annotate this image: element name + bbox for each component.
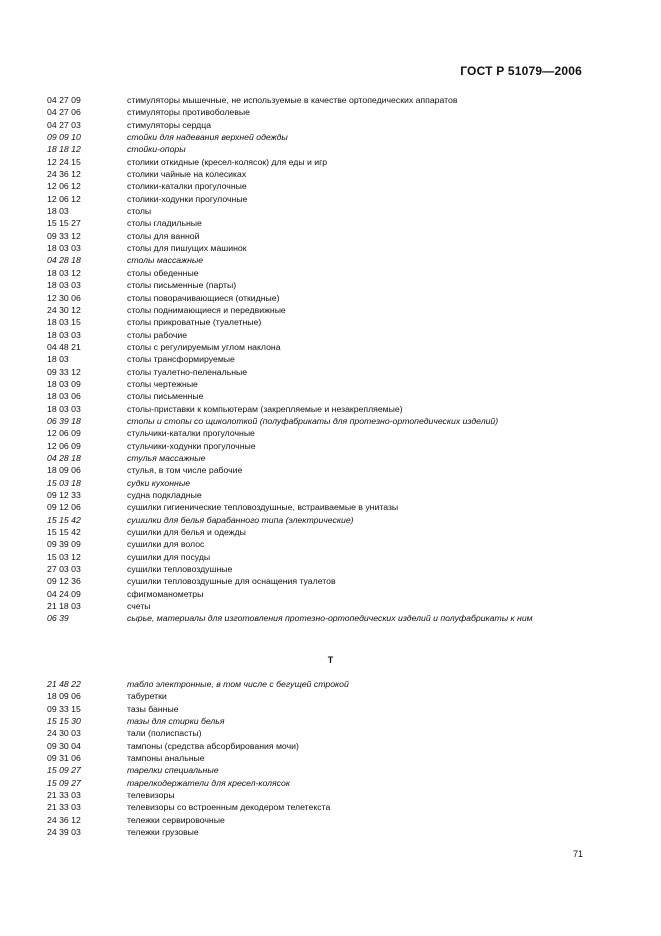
term-text: столы для ванной bbox=[127, 230, 200, 241]
classification-code: 24 30 12 bbox=[47, 304, 81, 315]
classification-code: 15 03 12 bbox=[47, 551, 81, 562]
classification-code: 12 06 09 bbox=[47, 428, 81, 439]
term-text: столики откидные (кресел-колясок) для еды и игр bbox=[127, 156, 328, 167]
classification-code: 18 18 12 bbox=[47, 144, 81, 155]
term-text: сушилки гигиенические тепловоздушные, встраиваемые в унитазы bbox=[127, 502, 399, 513]
classification-code: 18 03 03 bbox=[47, 280, 81, 291]
entries-list-s bbox=[47, 94, 587, 637]
list-item bbox=[47, 279, 587, 291]
list-item bbox=[47, 489, 587, 501]
list-item bbox=[47, 452, 587, 464]
classification-code: 21 33 03 bbox=[47, 790, 81, 801]
classification-code: 24 39 03 bbox=[47, 827, 81, 838]
page-number: 71 bbox=[572, 849, 583, 859]
classification-code: 18 03 03 bbox=[47, 403, 81, 414]
list-item bbox=[47, 217, 587, 229]
classification-code: 18 09 06 bbox=[47, 691, 81, 702]
classification-code: 04 27 09 bbox=[47, 95, 81, 105]
classification-code: 18 03 12 bbox=[47, 267, 81, 278]
term-text: столы для пишущих машинок bbox=[127, 243, 247, 254]
term-text: судна подкладные bbox=[127, 490, 202, 500]
classification-code: 21 33 03 bbox=[47, 802, 81, 813]
term-text: тазы банные bbox=[127, 703, 179, 714]
term-text: стулья массажные bbox=[127, 452, 206, 463]
term-text: сфигмоманометры bbox=[127, 588, 204, 599]
list-item bbox=[47, 612, 587, 637]
list-item bbox=[47, 740, 587, 752]
term-text: тампоны (средства абсорбирования мочи) bbox=[127, 740, 299, 751]
term-text: столы поворачивающиеся (откидные) bbox=[127, 292, 280, 303]
list-item bbox=[47, 156, 587, 168]
list-item bbox=[47, 526, 587, 538]
list-item bbox=[47, 316, 587, 328]
list-item bbox=[47, 205, 587, 217]
list-item bbox=[47, 703, 587, 715]
classification-code: 18 03 15 bbox=[47, 317, 81, 328]
classification-code: 09 09 10 bbox=[47, 132, 81, 143]
term-text: тампоны анальные bbox=[127, 753, 205, 764]
term-text: стульчики-каталки прогулочные bbox=[127, 428, 255, 439]
classification-code: 09 33 12 bbox=[47, 230, 81, 241]
classification-code: 09 30 04 bbox=[47, 740, 81, 751]
list-item bbox=[47, 267, 587, 279]
classification-code: 18 09 06 bbox=[47, 465, 81, 476]
list-item bbox=[47, 588, 587, 600]
term-text: столы трансформируемые bbox=[127, 354, 235, 365]
classification-code: 09 33 12 bbox=[47, 366, 81, 377]
classification-code: 24 36 12 bbox=[47, 814, 81, 825]
term-text: судки кухонные bbox=[127, 477, 191, 488]
classification-code: 09 12 33 bbox=[47, 490, 81, 500]
list-item bbox=[47, 193, 587, 205]
term-text: тележки грузовые bbox=[127, 827, 199, 838]
classification-code: 06 39 18 bbox=[47, 415, 81, 426]
term-text: столы поднимающиеся и передвижные bbox=[127, 304, 286, 315]
term-text: сушилки тепловоздушные для оснащения туалетов bbox=[127, 576, 336, 587]
list-item bbox=[47, 168, 587, 180]
classification-code: 09 39 09 bbox=[47, 539, 81, 550]
classification-code: 15 15 30 bbox=[47, 716, 81, 727]
classification-code: 04 27 06 bbox=[47, 107, 81, 118]
term-text: тележки сервировочные bbox=[127, 814, 225, 825]
term-text: стопы и стопы со щиколоткой (полуфабрикаты для протезно-ортопедических изделий) bbox=[127, 415, 499, 426]
classification-code: 04 28 18 bbox=[47, 452, 81, 463]
term-text: стимуляторы мышечные, не используемые в качестве ортопедических аппаратов bbox=[127, 95, 458, 105]
list-item bbox=[47, 329, 587, 341]
list-item bbox=[47, 789, 587, 801]
classification-code: 18 03 06 bbox=[47, 391, 81, 402]
term-text: столы с регулируемым углом наклона bbox=[127, 341, 281, 352]
classification-code: 12 30 06 bbox=[47, 292, 81, 303]
classification-code: 09 12 06 bbox=[47, 502, 81, 513]
classification-code: 06 39 bbox=[47, 613, 69, 624]
list-item bbox=[47, 575, 587, 587]
list-item bbox=[47, 378, 587, 390]
list-item bbox=[47, 538, 587, 550]
classification-code: 18 03 03 bbox=[47, 243, 81, 254]
list-item bbox=[47, 563, 587, 575]
list-item bbox=[47, 814, 587, 826]
term-text: стулья, в том числе рабочие bbox=[127, 465, 243, 476]
entries-list-t bbox=[47, 678, 587, 838]
term-text: тали (полиспасты) bbox=[127, 728, 202, 739]
list-item bbox=[47, 131, 587, 143]
term-text: столы рабочие bbox=[127, 329, 188, 340]
classification-code: 18 03 09 bbox=[47, 378, 81, 389]
term-text: столы массажные bbox=[127, 255, 204, 266]
list-item bbox=[47, 353, 587, 365]
term-text: стойки для надевания верхней одежды bbox=[127, 132, 288, 143]
section-letter: Т bbox=[327, 655, 334, 665]
term-text: стойки-опоры bbox=[127, 144, 186, 155]
term-text: табуретки bbox=[127, 691, 167, 702]
classification-code: 18 03 03 bbox=[47, 329, 81, 340]
term-text: столы прикроватные (туалетные) bbox=[127, 317, 262, 328]
classification-code: 04 27 03 bbox=[47, 119, 81, 130]
list-item bbox=[47, 727, 587, 739]
list-item bbox=[47, 715, 587, 727]
list-item bbox=[47, 292, 587, 304]
term-text: стимуляторы сердца bbox=[127, 119, 212, 130]
term-text: столы письменные (парты) bbox=[127, 280, 237, 291]
term-text: столики чайные на колесиках bbox=[127, 169, 247, 180]
list-item bbox=[47, 501, 587, 513]
term-text: сырье, материалы для изготовления протезно-ортопедических изделий и полуфабрикаты к ним bbox=[127, 613, 533, 624]
term-text: сушилки для посуды bbox=[127, 551, 211, 562]
list-item bbox=[47, 119, 587, 131]
term-text: тарелки специальные bbox=[127, 765, 219, 776]
classification-code: 12 24 15 bbox=[47, 156, 81, 167]
list-item bbox=[47, 440, 587, 452]
classification-code: 27 03 03 bbox=[47, 564, 81, 575]
term-text: столы чертежные bbox=[127, 378, 198, 389]
list-item bbox=[47, 94, 587, 106]
list-item bbox=[47, 752, 587, 764]
term-text: счеты bbox=[127, 601, 151, 612]
list-item bbox=[47, 801, 587, 813]
document-header: ГОСТ Р 51079—2006 bbox=[460, 64, 582, 78]
classification-code: 12 06 12 bbox=[47, 193, 81, 204]
list-item bbox=[47, 600, 587, 612]
term-text: столы-приставки к компьютерам (закрепляемые и незакрепляемые) bbox=[127, 403, 403, 414]
classification-code: 15 09 27 bbox=[47, 765, 81, 776]
term-text: стульчики-ходунки прогулочные bbox=[127, 440, 256, 451]
list-item bbox=[47, 826, 587, 838]
list-item bbox=[47, 477, 587, 489]
classification-code: 15 15 42 bbox=[47, 527, 81, 538]
list-item bbox=[47, 427, 587, 439]
list-item bbox=[47, 254, 587, 266]
term-text: столики-каталки прогулочные bbox=[127, 181, 247, 192]
term-text: сушилки для белья и одежды bbox=[127, 527, 246, 538]
list-item bbox=[47, 690, 587, 702]
term-text: столы письменные bbox=[127, 391, 204, 402]
classification-code: 15 15 27 bbox=[47, 218, 81, 229]
term-text: столы обеденные bbox=[127, 267, 199, 278]
list-item bbox=[47, 678, 587, 690]
list-item bbox=[47, 242, 587, 254]
list-item bbox=[47, 464, 587, 476]
list-item bbox=[47, 415, 587, 427]
term-text: тазы для стирки белья bbox=[127, 716, 225, 727]
term-text: столы туалетно-пеленальные bbox=[127, 366, 248, 377]
term-text: столики-ходунки прогулочные bbox=[127, 193, 248, 204]
list-item bbox=[47, 230, 587, 242]
classification-code: 18 03 bbox=[47, 354, 69, 365]
list-item bbox=[47, 304, 587, 316]
list-item bbox=[47, 341, 587, 353]
classification-code: 04 48 21 bbox=[47, 341, 81, 352]
classification-code: 09 31 06 bbox=[47, 753, 81, 764]
classification-code: 21 48 22 bbox=[47, 679, 81, 689]
list-item bbox=[47, 366, 587, 378]
list-item bbox=[47, 390, 587, 402]
term-text: столы bbox=[127, 206, 152, 217]
classification-code: 24 36 12 bbox=[47, 169, 81, 180]
classification-code: 12 06 12 bbox=[47, 181, 81, 192]
list-item bbox=[47, 514, 587, 526]
classification-code: 12 06 09 bbox=[47, 440, 81, 451]
classification-code: 15 15 42 bbox=[47, 514, 81, 525]
classification-code: 21 18 03 bbox=[47, 601, 81, 612]
classification-code: 09 12 36 bbox=[47, 576, 81, 587]
list-item bbox=[47, 551, 587, 563]
classification-code: 04 28 18 bbox=[47, 255, 81, 266]
term-text: тарелкодержатели для кресел-колясок bbox=[127, 777, 290, 788]
term-text: столы гладильные bbox=[127, 218, 202, 229]
list-item bbox=[47, 143, 587, 155]
term-text: сушилки тепловоздушные bbox=[127, 564, 233, 575]
list-item bbox=[47, 180, 587, 192]
classification-code: 15 03 18 bbox=[47, 477, 81, 488]
term-text: телевизоры bbox=[127, 790, 175, 801]
term-text: сушилки для волос bbox=[127, 539, 205, 550]
term-text: табло электронные, в том числе с бегущей строкой bbox=[127, 679, 349, 689]
term-text: стимуляторы противоболевые bbox=[127, 107, 250, 118]
list-item bbox=[47, 106, 587, 118]
classification-code: 24 30 03 bbox=[47, 728, 81, 739]
classification-code: 09 33 15 bbox=[47, 703, 81, 714]
classification-code: 04 24 09 bbox=[47, 588, 81, 599]
term-text: телевизоры со встроенным декодером телетекста bbox=[127, 802, 331, 813]
list-item bbox=[47, 777, 587, 789]
classification-code: 18 03 bbox=[47, 206, 69, 217]
classification-code: 15 09 27 bbox=[47, 777, 81, 788]
term-text: сушилки для белья барабанного типа (электрические) bbox=[127, 514, 354, 525]
list-item bbox=[47, 764, 587, 776]
list-item bbox=[47, 403, 587, 415]
